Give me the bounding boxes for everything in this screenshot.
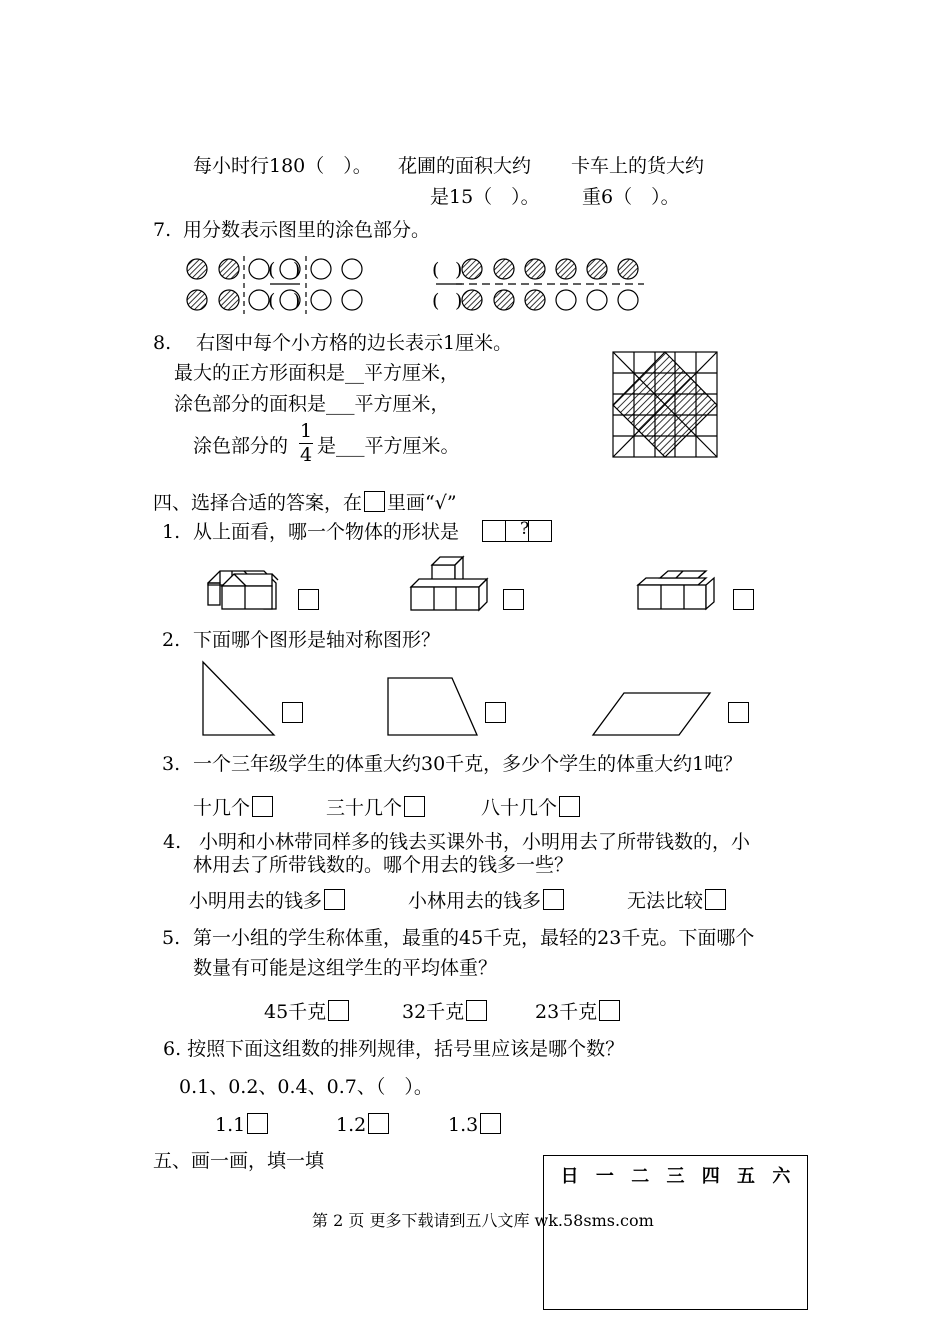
q5-option-c-label: 23千克 bbox=[535, 1001, 598, 1023]
q3-option-a-label: 十几个 bbox=[193, 797, 251, 819]
q3-option-a-checkbox[interactable] bbox=[252, 796, 273, 817]
s4-q4-text2: 林用去了所带钱数的。哪个用去的钱多一些？ bbox=[193, 854, 574, 876]
calendar-day-sat: 六 bbox=[772, 1166, 791, 1187]
q3-option-c-label: 八十几个 bbox=[481, 797, 558, 819]
q3-option-c[interactable] bbox=[481, 796, 580, 818]
unit-line-weight: 卡车上的货大约 bbox=[571, 155, 705, 177]
s4-q5-number: 5. bbox=[162, 927, 181, 949]
q1-option-c-checkbox[interactable] bbox=[733, 589, 754, 610]
q6-option-c-label: 1.3 bbox=[448, 1114, 479, 1136]
q4-option-b[interactable] bbox=[408, 889, 564, 911]
calendar-day-tue: 二 bbox=[631, 1166, 650, 1187]
q8-text: 右图中每个小方格的边长表示1厘米。 bbox=[196, 332, 513, 354]
q3-option-a[interactable] bbox=[193, 796, 273, 818]
s4-q2-text: 下面哪个图形是轴对称图形？ bbox=[193, 629, 441, 651]
q4-option-c[interactable] bbox=[627, 889, 726, 911]
q6-option-b[interactable] bbox=[336, 1113, 389, 1135]
svg-text:): ) bbox=[455, 259, 463, 281]
q4-option-a-checkbox[interactable] bbox=[324, 889, 345, 910]
q2-option-c-checkbox[interactable] bbox=[728, 702, 749, 723]
q4-option-a[interactable] bbox=[189, 889, 345, 911]
q5-option-b-checkbox[interactable] bbox=[466, 1000, 487, 1021]
q3-option-b-label: 三十几个 bbox=[326, 797, 403, 819]
q4-option-c-label: 无法比较 bbox=[627, 890, 704, 912]
answer-box-icon bbox=[364, 491, 385, 512]
q4-option-b-label: 小林用去的钱多 bbox=[408, 890, 542, 912]
q5-option-c-checkbox[interactable] bbox=[599, 1000, 620, 1021]
q5-option-c[interactable] bbox=[535, 1000, 620, 1022]
q8-line2: 涂色部分的面积是___平方厘米， bbox=[174, 393, 450, 415]
q5-option-a-checkbox[interactable] bbox=[328, 1000, 349, 1021]
svg-text:(: ( bbox=[268, 259, 276, 281]
q6-option-b-checkbox[interactable] bbox=[368, 1113, 389, 1134]
q2-option-a-checkbox[interactable] bbox=[282, 702, 303, 723]
svg-text:): ) bbox=[455, 290, 463, 312]
s4-q3-number: 3. bbox=[162, 753, 181, 775]
q8-line1: 最大的正方形面积是__平方厘米， bbox=[174, 362, 460, 384]
s4-q1-number: 1. bbox=[162, 521, 181, 543]
calendar-day-sun: 日 bbox=[560, 1166, 579, 1187]
s4-q4-text1: 小明和小林带同样多的钱去买课外书，小明用去了所带钱数的，小 bbox=[199, 831, 751, 853]
page-footer: 第 2 页 更多下载请到五八文库 wk.58sms.com bbox=[312, 1211, 654, 1230]
unit-line-area-blank: 是15（ ）。 bbox=[430, 186, 540, 208]
top-view-divider bbox=[505, 521, 506, 541]
q4-option-c-checkbox[interactable] bbox=[705, 889, 726, 910]
fraction-denominator: 4 bbox=[299, 444, 313, 466]
calendar-day-fri: 五 bbox=[737, 1166, 756, 1187]
q2-option-b-checkbox[interactable] bbox=[485, 702, 506, 723]
q8-line3-a: 涂色部分的 bbox=[193, 435, 289, 457]
q6-option-a-label: 1.1 bbox=[215, 1114, 246, 1136]
section4-title bbox=[153, 491, 457, 513]
svg-text:): ) bbox=[293, 290, 301, 312]
q6-option-c[interactable] bbox=[448, 1113, 501, 1135]
q6-option-a[interactable] bbox=[215, 1113, 268, 1135]
section4-title-b: 里画“√” bbox=[387, 492, 457, 514]
calendar-day-mon: 一 bbox=[595, 1166, 614, 1187]
calendar-box bbox=[543, 1155, 808, 1310]
q7-number: 7. bbox=[153, 219, 172, 241]
q8-number: 8. bbox=[153, 332, 172, 354]
s4-q3-text: 一个三年级学生的体重大约30千克，多少个学生的体重大约1吨？ bbox=[193, 753, 743, 775]
s4-q5-text1: 第一小组的学生称体重，最重的45千克，最轻的23千克。下面哪个 bbox=[193, 927, 755, 949]
unit-line-weight-blank: 重6（ ）。 bbox=[582, 186, 680, 208]
q6-option-b-label: 1.2 bbox=[336, 1114, 367, 1136]
calendar-day-wed: 三 bbox=[666, 1166, 685, 1187]
q6-sequence: 0.1、0.2、0.4、0.7、（ ）。 bbox=[179, 1076, 433, 1098]
unit-line-speed: 每小时行180（ ）。 bbox=[193, 155, 372, 177]
q7-text: 用分数表示图里的涂色部分。 bbox=[183, 219, 431, 241]
q8-fraction bbox=[297, 422, 315, 465]
svg-text:(: ( bbox=[432, 259, 440, 281]
q1-option-a-checkbox[interactable] bbox=[298, 589, 319, 610]
unit-line-area: 花圃的面积大约 bbox=[398, 155, 532, 177]
q5-option-b-label: 32千克 bbox=[402, 1001, 465, 1023]
q3-option-c-checkbox[interactable] bbox=[559, 796, 580, 817]
q5-option-a[interactable] bbox=[264, 1000, 349, 1022]
s4-q5-text2: 数量有可能是这组学生的平均体重？ bbox=[193, 957, 498, 979]
q1-option-b-checkbox[interactable] bbox=[503, 589, 524, 610]
fraction-numerator: 1 bbox=[299, 420, 313, 442]
section5-title: 五、画一画，填一填 bbox=[153, 1150, 325, 1172]
q8-line3-b: 是___平方厘米。 bbox=[317, 435, 460, 457]
q5-option-b[interactable] bbox=[402, 1000, 487, 1022]
s4-q1-text: 从上面看，哪一个物体的形状是 bbox=[193, 521, 460, 543]
q4-option-b-checkbox[interactable] bbox=[543, 889, 564, 910]
q5-option-a-label: 45千克 bbox=[264, 1001, 327, 1023]
q6-option-a-checkbox[interactable] bbox=[247, 1113, 268, 1134]
svg-text:(: ( bbox=[268, 290, 276, 312]
svg-text:(: ( bbox=[432, 290, 440, 312]
s4-q2-number: 2. bbox=[162, 629, 181, 651]
q6-option-c-checkbox[interactable] bbox=[480, 1113, 501, 1134]
q3-option-b-checkbox[interactable] bbox=[404, 796, 425, 817]
svg-text:): ) bbox=[293, 259, 301, 281]
q3-option-b[interactable] bbox=[326, 796, 425, 818]
section4-title-a: 四、选择合适的答案，在 bbox=[153, 492, 363, 514]
s4-q4-number: 4. bbox=[163, 831, 182, 853]
q4-option-a-label: 小明用去的钱多 bbox=[189, 890, 323, 912]
calendar-header bbox=[544, 1162, 807, 1188]
top-view-shape bbox=[482, 520, 552, 542]
s4-q6-text: 6. 按照下面这组数的排列规律，括号里应该是哪个数？ bbox=[163, 1038, 625, 1060]
top-view-mark: ? bbox=[520, 519, 530, 539]
calendar-day-thu: 四 bbox=[701, 1166, 720, 1187]
